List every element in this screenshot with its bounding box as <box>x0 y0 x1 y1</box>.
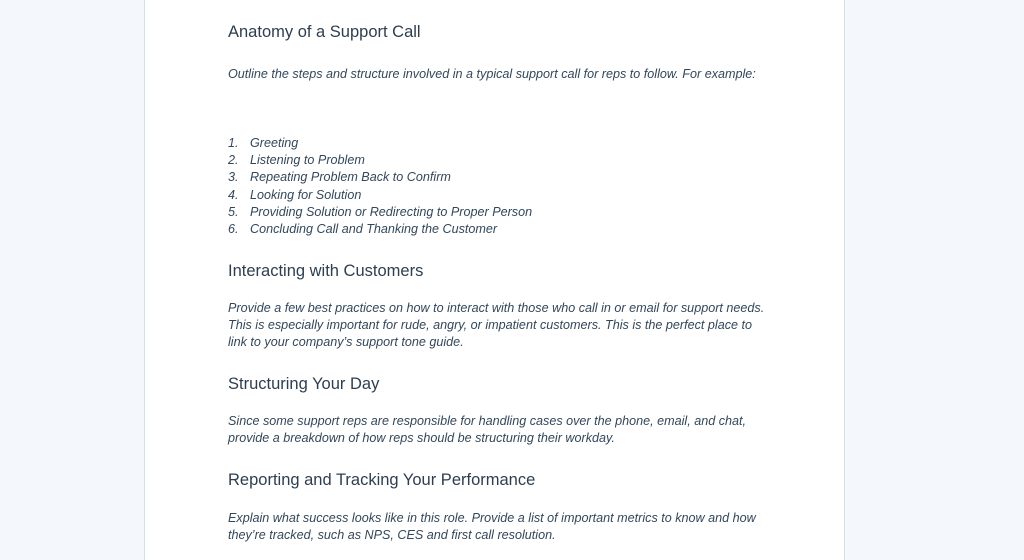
list-item-label: Looking for Solution <box>250 187 362 202</box>
list-item <box>228 169 532 186</box>
list-item-label: Providing Solution or Redirecting to Proper Person <box>250 204 533 219</box>
list-item-number: 1. <box>228 136 239 150</box>
section-title-interacting: Interacting with Customers <box>228 262 424 280</box>
section-title-reporting: Reporting and Tracking Your Performance <box>228 471 536 489</box>
list-item <box>228 135 532 152</box>
support-call-steps-list <box>228 135 532 238</box>
document-page <box>144 0 845 560</box>
section-body-reporting: Explain what success looks like in this role. Provide a list of important metrics to know and how they’re tracked, such as NPS, CES and first call resolution. <box>228 511 756 542</box>
list-item <box>228 187 532 204</box>
list-item-number: 2. <box>228 153 239 168</box>
list-item-number: 4. <box>228 187 239 202</box>
list-item <box>228 221 532 238</box>
list-item-label: Concluding Call and Thanking the Customer <box>250 222 498 237</box>
section-body-interacting: Provide a few best practices on how to interact with those who call in or email for support needs. This is especially important for rude, angry, or impatient customers. This is the perfect place to link to your company’s support tone guide. <box>228 301 765 349</box>
list-item-label: Listening to Problem <box>250 153 365 168</box>
list-item-number: 3. <box>228 170 239 185</box>
list-item-label: Repeating Problem Back to Confirm <box>250 170 451 185</box>
section-title-structuring: Structuring Your Day <box>228 375 380 393</box>
list-item-label: Greeting <box>250 136 299 150</box>
list-item <box>228 152 532 169</box>
section-body-anatomy: Outline the steps and structure involved in a typical support call for reps to follow. For example: <box>228 67 756 81</box>
list-item-number: 6. <box>228 222 239 237</box>
section-title-anatomy: Anatomy of a Support Call <box>228 23 421 41</box>
section-body-structuring: Since some support reps are responsible for handling cases over the phone, email, and chat, provide a breakdown of how reps should be structuring their workday. <box>228 414 747 445</box>
list-item-number: 5. <box>228 204 239 219</box>
list-item <box>228 204 532 221</box>
